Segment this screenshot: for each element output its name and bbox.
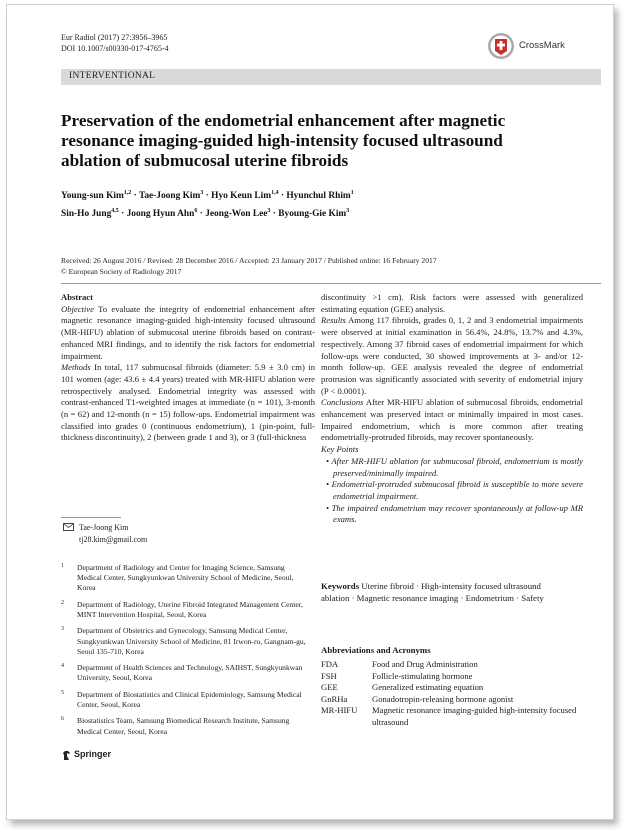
crossmark-icon bbox=[487, 32, 515, 60]
author-name[interactable]: Tae-Joong Kim bbox=[138, 191, 201, 202]
author-affiliation-ref: 6 bbox=[194, 208, 198, 215]
author-affiliation-ref: 1,4 bbox=[271, 190, 279, 196]
doi-link[interactable]: DOI 10.1007/s00330-017-4765-4 bbox=[61, 43, 169, 53]
author-affiliation-ref: 1 bbox=[350, 190, 354, 196]
affiliation-number: 3 bbox=[61, 626, 64, 633]
divider bbox=[61, 283, 601, 284]
abbreviation-definition: Generalized estimating equation bbox=[372, 682, 484, 693]
affiliation-text: Department of Radiology, Uterine Fibroid Integrated Management Center, MINT Intervention Hospital, Seoul, Korea bbox=[77, 599, 303, 619]
abbreviation-definition: Follicle-stimulating hormone bbox=[372, 670, 473, 681]
author-separator: · bbox=[197, 209, 206, 220]
author-affiliation-ref: 1,2 bbox=[123, 190, 132, 196]
abstract-methods bbox=[61, 362, 315, 444]
footnote-divider bbox=[61, 517, 121, 518]
abbreviation-row bbox=[321, 659, 581, 671]
author-affiliation-ref: 3 bbox=[267, 208, 271, 215]
key-point-item: • After MR-HIFU ablation for submucosal fibroid, endometrium is mostly preserved/minimally impaired. bbox=[326, 455, 583, 478]
springer-horse-icon bbox=[62, 750, 71, 761]
affiliation-text: Department of Radiology and Center for Imaging Science, Samsung Medical Center, Sungkyunkwan University School of Medicine, Seoul, Korea bbox=[77, 563, 294, 593]
key-point-item: • The impaired endometrium may recover spontaneously at follow-up MR exams. bbox=[326, 502, 583, 525]
keywords bbox=[321, 580, 571, 605]
abstract-heading: Abstract bbox=[61, 292, 93, 302]
abbreviation: FSH bbox=[321, 670, 337, 681]
key-points-heading: Key Points bbox=[321, 444, 359, 455]
abbreviation: GnRHa bbox=[321, 693, 348, 704]
affiliation-item bbox=[61, 690, 311, 710]
crossmark-label: CrossMark bbox=[519, 40, 565, 51]
abstract-left-column bbox=[61, 292, 315, 444]
key-point-item: • Endometrial-protruded submucosal fibroid is susceptible to more severe endometrial impairment. bbox=[326, 479, 583, 501]
keywords-text: Uterine fibroid · High-intensity focused ultrasound ablation · Magnetic resonance imaging · Endometrium · Safety bbox=[321, 581, 544, 604]
author-name[interactable]: Young-sun Kim bbox=[61, 191, 124, 202]
abbreviation-row bbox=[321, 671, 581, 683]
methods-text: In total, 117 submucosal fibroids (diameter: 5.9 ± 3.0 cm) in 101 women (age: 43.6 ± 4.4 years) treated with MR-HIFU ablation were retrospectively analysed. Endometrial integrity was assessed with contrast-enhanced T1-weighted images at immediate (n = 101), 3-month (n = 62) and 12-month (n = 15) follow-ups. Endometrial impairment was classified into grades 0 (continuous endometrium), 1 (pin-point, full-thickness discontinuity), 2 (between grade 1 and 3), or 3 (full-thickness bbox=[61, 362, 315, 443]
abstract-results bbox=[321, 315, 583, 397]
conclusions-label: Conclusions bbox=[321, 397, 364, 408]
abstract-right-column bbox=[321, 292, 583, 526]
affiliations bbox=[61, 563, 311, 743]
abbreviation: MR-HIFU bbox=[321, 705, 358, 716]
contact-email[interactable]: tj28.kim@gmail.com bbox=[79, 534, 148, 544]
conclusions-text: After MR-HIFU ablation of submucosal fibroids, endometrial enhancement was preserved intact or minimally impaired in most cases. Impaired endometrium, which is more common after treating endometrially-protruded fibroids, may recover spontaneously. bbox=[321, 397, 583, 443]
author-name[interactable]: Hyunchul Rhim bbox=[286, 191, 351, 202]
author-separator: · bbox=[131, 191, 139, 202]
results-text: Among 117 fibroids, grades 0, 1, 2 and 3 endometrial impairments were observed at initial examination in 56.4%, 24.8%, 13.7% and 4.3%, respectively. Among 37 fibroid cases of endometrial impairment for which follow-ups were conducted, 30 showed improvements at 3- and/or 12-month follow-up. GEE analysis revealed the degree of endometrial protrusion was significantly associated with severity of endometrial injury (P < 0.0001). bbox=[321, 315, 583, 396]
author-affiliation-ref: 3 bbox=[346, 208, 350, 215]
affiliation-item bbox=[61, 663, 311, 683]
affiliation-number: 6 bbox=[61, 716, 64, 723]
author-name[interactable]: Sin-Ho Jung bbox=[61, 209, 112, 220]
abbreviation-row bbox=[321, 682, 581, 694]
title-line: ablation of submucosal uterine fibroids bbox=[61, 151, 349, 170]
objective-label: Objective bbox=[61, 303, 94, 314]
abbreviation: FDA bbox=[321, 659, 339, 669]
title-line: resonance imaging-guided high-intensity focused ultrasound bbox=[61, 131, 503, 150]
author-list bbox=[61, 186, 591, 222]
affiliation-number: 4 bbox=[61, 663, 64, 670]
author-name[interactable]: Byoung-Gie Kim bbox=[278, 209, 347, 220]
envelope-icon bbox=[63, 523, 74, 531]
affiliation-number: 5 bbox=[61, 689, 64, 696]
publication-dates bbox=[61, 256, 591, 277]
journal-header bbox=[61, 33, 169, 54]
author-separator: · bbox=[203, 191, 212, 202]
crossmark-badge[interactable] bbox=[487, 32, 597, 62]
author-separator: · bbox=[118, 209, 127, 220]
author-line bbox=[61, 186, 591, 204]
affiliation-number: 2 bbox=[61, 599, 64, 606]
author-separator: · bbox=[270, 209, 279, 220]
contact-name: Tae-Joong Kim bbox=[79, 523, 129, 532]
abbreviation-definition: Food and Drug Administration bbox=[372, 659, 478, 669]
affiliation-text: Department of Obstetrics and Gynecology, Samsung Medical Center, Sungkyunkwan University School of Medicine, 81 Irwon-ro, Gangnam-gu, Seoul 135-710, Korea bbox=[77, 626, 306, 656]
author-affiliation-ref: 3 bbox=[200, 190, 204, 196]
abbreviations-heading: Abbreviations and Acronyms bbox=[321, 645, 431, 655]
affiliation-item bbox=[61, 716, 311, 736]
abbreviation-row bbox=[321, 694, 581, 706]
abbreviation: GEE bbox=[321, 682, 338, 693]
author-separator: · bbox=[278, 191, 287, 202]
abbreviations-table bbox=[321, 659, 581, 729]
keywords-label: Keywords bbox=[321, 581, 360, 591]
affiliation-text: Biostatistics Team, Samsung Biomedical Research Institute, Samsung Medical Center, Seoul, Korea bbox=[77, 716, 290, 736]
abbreviation-definition: Magnetic resonance imaging-guided high-intensity focused ultrasound bbox=[372, 705, 577, 727]
affiliation-item bbox=[61, 626, 311, 657]
methods-continued: discontinuity >1 cm). Risk factors were assessed with generalized estimating equation (GEE) analysis. bbox=[321, 292, 583, 314]
title-line: Preservation of the endometrial enhancement after magnetic bbox=[61, 111, 506, 130]
copyright: © European Society of Radiology 2017 bbox=[61, 266, 182, 276]
objective-text: To evaluate the integrity of endometrial enhancement after magnetic resonance imaging-guided high-intensity focused ultrasound (MR-HIFU) ablation of submucosal uterine fibroids based on contrast-enhanced MRI findings, and to identify the risk factors for endometrial impairment. bbox=[61, 303, 316, 361]
author-line bbox=[61, 204, 591, 222]
author-name[interactable]: Joong Hyun Ahn bbox=[126, 209, 195, 220]
author-name[interactable]: Jeong-Won Lee bbox=[205, 209, 268, 220]
affiliation-text: Department of Health Sciences and Technology, SAIHST, Sungkyunkwan University, Seoul, Korea bbox=[77, 663, 303, 683]
affiliation-text: Department of Biostatistics and Clinical Epidemiology, Samsung Medical Center, Seoul, Korea bbox=[77, 689, 302, 709]
author-name[interactable]: Hyo Keun Lim bbox=[211, 191, 272, 202]
date-history: Received: 26 August 2016 / Revised: 28 December 2016 / Accepted: 23 January 2017 / Published online: 16 February 2017 bbox=[61, 256, 437, 265]
affiliation-item bbox=[61, 600, 311, 620]
abstract-conclusions bbox=[321, 397, 583, 444]
results-label: Results bbox=[321, 315, 346, 326]
section-bar bbox=[61, 69, 601, 85]
abbreviation-definition: Gonadotropin-releasing hormone agonist bbox=[372, 693, 514, 704]
author-affiliation-ref: 4,5 bbox=[111, 208, 119, 215]
article-title bbox=[61, 111, 581, 171]
paper-page bbox=[6, 4, 614, 820]
corresponding-author bbox=[63, 522, 303, 545]
affiliation-number: 1 bbox=[61, 563, 64, 569]
abbreviation-row bbox=[321, 705, 581, 728]
abstract-objective bbox=[61, 304, 315, 363]
journal-citation: Eur Radiol (2017) 27:3956–3965 bbox=[61, 33, 168, 42]
section-label: INTERVENTIONAL bbox=[69, 71, 156, 81]
affiliation-item bbox=[61, 563, 311, 594]
methods-label: Methods bbox=[61, 362, 91, 373]
publisher-name: Springer bbox=[74, 749, 112, 759]
